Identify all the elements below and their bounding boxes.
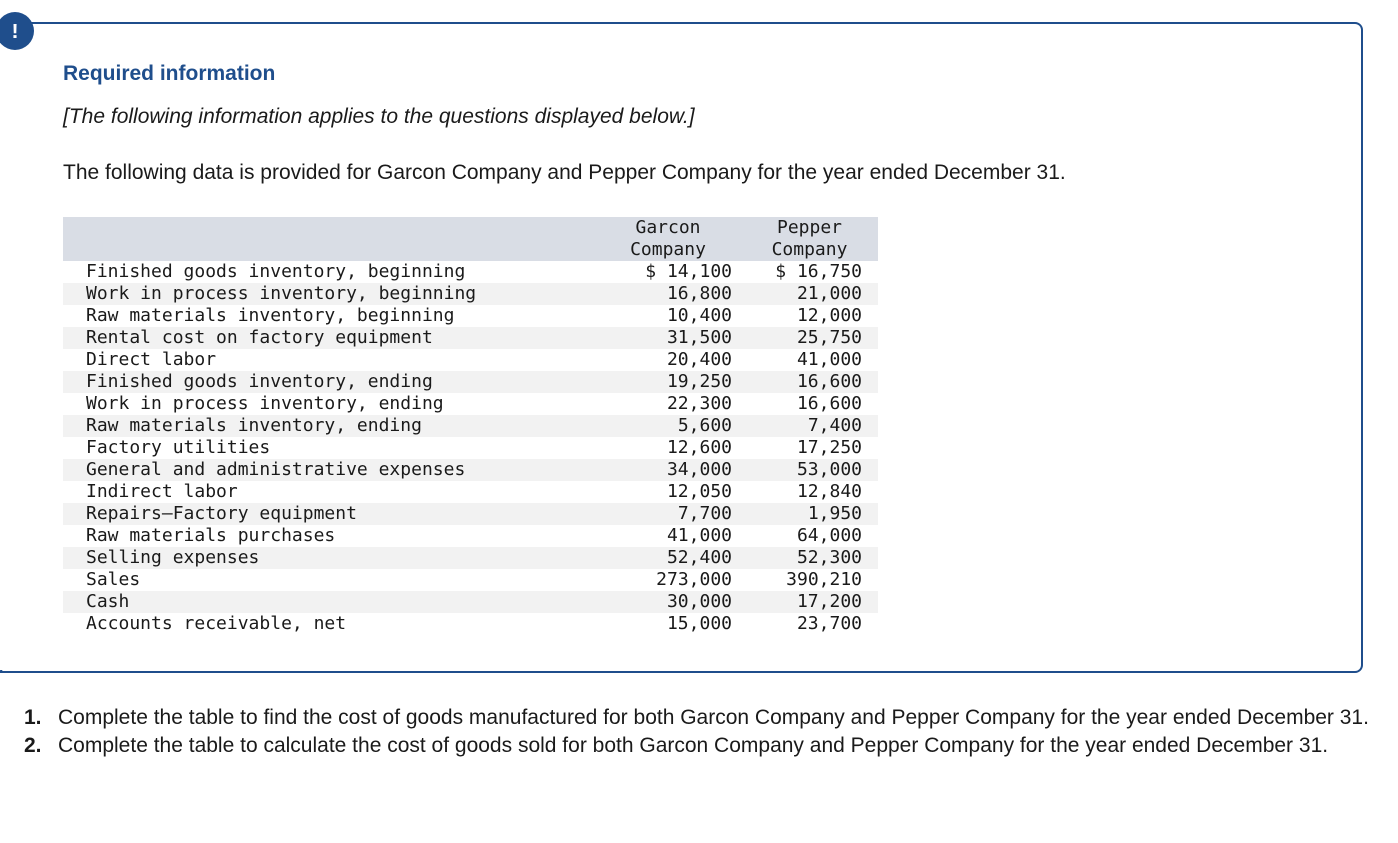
- instruction-note: [The following information applies to the questions displayed below.]: [63, 105, 695, 128]
- garcon-value: 16,800: [595, 283, 741, 305]
- pepper-value: 25,750: [741, 327, 878, 349]
- pepper-value: 12,840: [796, 481, 862, 502]
- row-label: Indirect labor: [86, 481, 238, 502]
- garcon-value: 19,250: [595, 371, 741, 393]
- pepper-value: 41,000: [796, 349, 862, 370]
- pepper-value: 17,250: [796, 437, 862, 458]
- table-row: [63, 283, 878, 305]
- row-label: Factory utilities: [86, 437, 271, 458]
- row-label: Finished goods inventory, beginning: [86, 261, 466, 282]
- required-information-title: Required information: [63, 62, 276, 85]
- garcon-value: 31,500: [595, 327, 741, 349]
- pepper-value: $ 16,750: [775, 261, 862, 282]
- row-label: Sales: [86, 569, 141, 590]
- garcon-value: 22,300: [666, 393, 732, 414]
- pepper-value: 7,400: [741, 415, 878, 437]
- row-label: Raw materials inventory, beginning: [86, 305, 455, 326]
- question-text: Complete the table to find the cost of goods manufactured for both Garcon Company and Pepper Company for the year ended December 31.: [58, 706, 1369, 729]
- header-pepper-line1: Pepper: [776, 217, 843, 238]
- row-label: General and administrative expenses: [63, 459, 595, 481]
- table-row: [63, 547, 878, 569]
- garcon-value: 273,000: [656, 569, 732, 590]
- garcon-value: 52,400: [595, 547, 741, 569]
- table-row: [63, 591, 878, 613]
- garcon-value: 12,050: [666, 481, 732, 502]
- row-label: Finished goods inventory, ending: [63, 371, 595, 393]
- garcon-value: 12,600: [666, 437, 732, 458]
- data-description: The following data is provided for Garcon Company and Pepper Company for the year ended December 31.: [63, 161, 1066, 184]
- row-label: Raw materials purchases: [86, 525, 336, 546]
- table-row: [63, 415, 878, 437]
- table-row: [63, 349, 878, 371]
- garcon-value: 30,000: [595, 591, 741, 613]
- header-pepper-line2: Company: [771, 239, 848, 260]
- question-item: [24, 732, 1394, 760]
- table-row: [63, 305, 878, 327]
- header-garcon-company: [595, 217, 741, 261]
- questions-list: [24, 704, 1394, 760]
- row-label: Rental cost on factory equipment: [63, 327, 595, 349]
- table-row: [63, 459, 878, 481]
- panel-border-corner: [0, 670, 14, 673]
- header-garcon-line1: Garcon: [635, 217, 701, 238]
- garcon-value: 5,600: [595, 415, 741, 437]
- row-label: Raw materials inventory, ending: [63, 415, 595, 437]
- row-label: Cash: [63, 591, 595, 613]
- table-row: [63, 503, 878, 525]
- table-row: [63, 437, 878, 459]
- pepper-value: 23,700: [796, 613, 862, 634]
- header-garcon-line2: Company: [630, 239, 706, 260]
- row-label: Selling expenses: [63, 547, 595, 569]
- table-body: [63, 261, 878, 635]
- table-row: [63, 525, 878, 547]
- row-label: Accounts receivable, net: [86, 613, 347, 634]
- garcon-value: 34,000: [595, 459, 741, 481]
- header-label-cell: [63, 217, 595, 261]
- header-pepper-company: [741, 217, 878, 261]
- table-header-row: [63, 217, 878, 261]
- row-label: Work in process inventory, ending: [86, 393, 444, 414]
- garcon-value: 41,000: [666, 525, 732, 546]
- row-label: Work in process inventory, beginning: [63, 283, 595, 305]
- table-row: [63, 327, 878, 349]
- question-text: Complete the table to calculate the cost of goods sold for both Garcon Company and Pepper Company for the year ended December 31.: [58, 734, 1329, 757]
- row-label: Repairs—Factory equipment: [63, 503, 595, 525]
- pepper-value: 52,300: [741, 547, 878, 569]
- table-row: [63, 371, 878, 393]
- table-row: [63, 261, 878, 283]
- row-label: Direct labor: [86, 349, 217, 370]
- pepper-value: 21,000: [741, 283, 878, 305]
- garcon-value: $ 14,100: [645, 261, 732, 282]
- pepper-value: 390,210: [786, 569, 862, 590]
- company-data-table: [63, 217, 878, 635]
- pepper-value: 17,200: [741, 591, 878, 613]
- garcon-value: 15,000: [666, 613, 732, 634]
- garcon-value: 20,400: [666, 349, 732, 370]
- question-item: [24, 704, 1394, 732]
- alert-icon: !: [0, 12, 34, 50]
- pepper-value: 12,000: [796, 305, 862, 326]
- garcon-value: 10,400: [666, 305, 732, 326]
- question-number: 2.: [24, 734, 42, 757]
- table-row: [63, 393, 878, 415]
- garcon-value: 7,700: [595, 503, 741, 525]
- table-row: [63, 613, 878, 635]
- pepper-value: 16,600: [741, 371, 878, 393]
- pepper-value: 53,000: [741, 459, 878, 481]
- question-number: 1.: [24, 706, 42, 729]
- table-row: [63, 481, 878, 503]
- pepper-value: 1,950: [741, 503, 878, 525]
- pepper-value: 64,000: [796, 525, 862, 546]
- table-row: [63, 569, 878, 591]
- pepper-value: 16,600: [796, 393, 862, 414]
